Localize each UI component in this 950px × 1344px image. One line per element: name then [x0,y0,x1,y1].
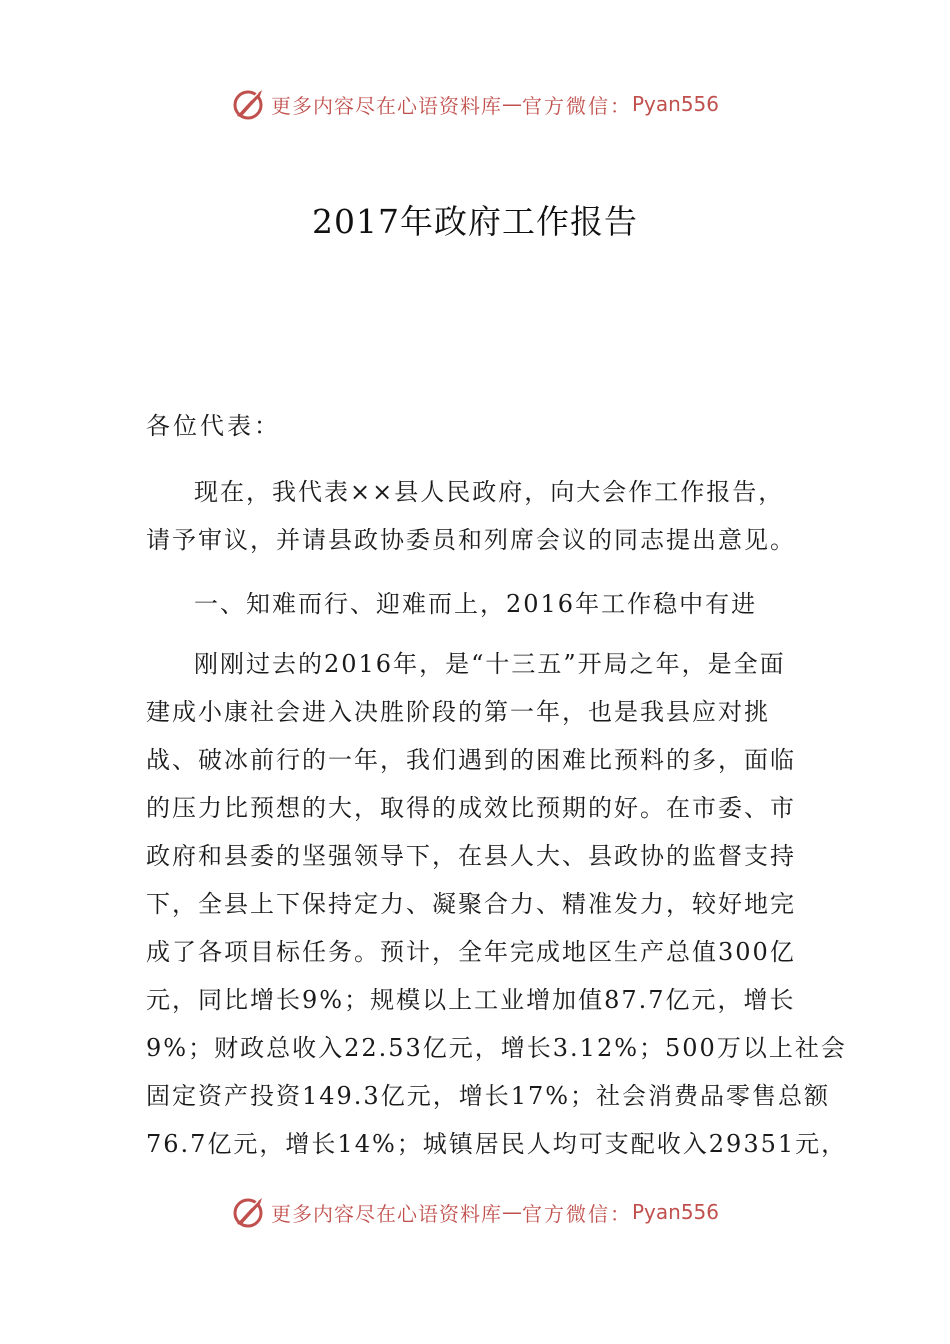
section-heading [146,580,806,628]
paragraph-line: 76.7亿元，增长14%；城镇居民人均可支配收入29351元， [146,1130,848,1158]
quill-logo-icon [231,86,267,122]
banner-separator: — [501,1200,522,1224]
salutation: 各位代表： [146,412,281,440]
paragraph-intro [146,468,806,564]
document-title: 2017年政府工作报告 [312,202,638,241]
paragraph-line: 成了各项目标任务。预计，全年完成地区生产总值300亿 [146,938,796,966]
banner-wechat-id: Pyan556 [631,1200,719,1224]
paragraph-line: 现在，我代表××县人民政府，向大会作工作报告， [194,478,785,506]
banner-wechat-label: 官方微信： [521,93,632,118]
paragraph-line: 元，同比增长9%；规模以上工业增加值87.7亿元，增长 [146,986,796,1014]
paragraph-line: 下，全县上下保持定力、凝聚合力、精准发力，较好地完 [146,890,796,918]
banner-wechat-label: 官方微信： [521,1201,632,1226]
banner-main-text: 更多内容尽在心语资料库 [270,1201,502,1226]
paragraph-line: 建成小康社会进入决胜阶段的第一年，也是我县应对挑 [146,698,770,726]
paragraph-line: 刚刚过去的2016年，是“十三五”开局之年，是全面 [194,650,786,678]
banner-wechat-id: Pyan556 [631,92,719,116]
paragraph-line: 请予审议，并请县政协委员和列席会议的同志提出意见。 [146,526,796,554]
banner-main-text: 更多内容尽在心语资料库 [270,93,502,118]
paragraph-line: 固定资产投资149.3亿元，增长17%；社会消费品零售总额 [146,1082,831,1110]
header-banner [0,84,950,124]
paragraph-line: 的压力比预想的大，取得的成效比预期的好。在市委、市 [146,794,796,822]
paragraph-line: 战、破冰前行的一年，我们遇到的困难比预料的多，面临 [146,746,796,774]
footer-banner [0,1192,950,1232]
banner-separator: — [501,92,522,116]
paragraph-review [146,640,848,1168]
paragraph-line: 政府和县委的坚强领导下，在县人大、县政协的监督支持 [146,842,796,870]
heading-line: 一、知难而行、迎难而上，2016年工作稳中有进 [194,590,758,618]
paragraph-line: 9%；财政总收入22.53亿元，增长3.12%；500万以上社会 [146,1034,847,1062]
quill-logo-icon [231,1194,267,1230]
